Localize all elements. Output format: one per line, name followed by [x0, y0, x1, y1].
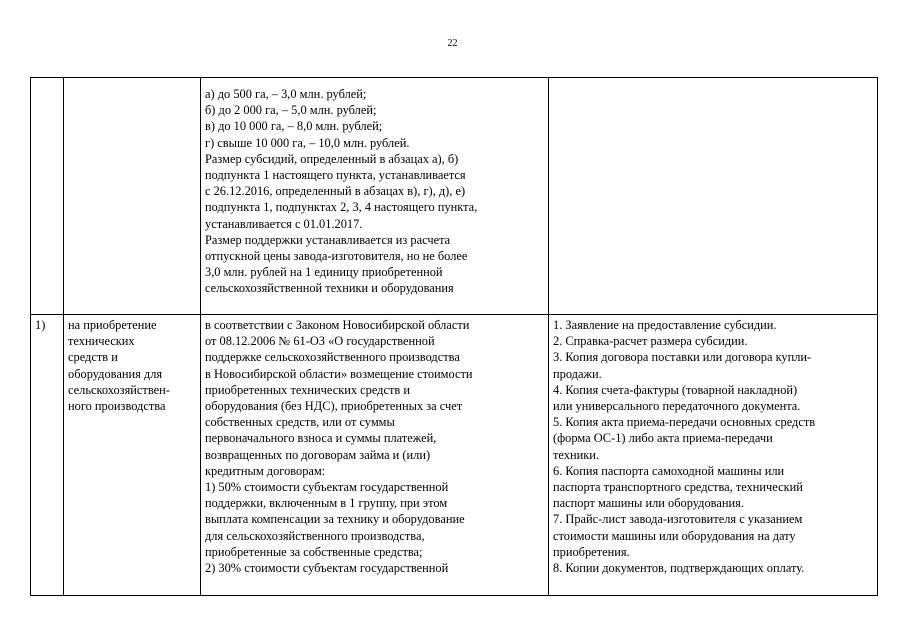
- text-line: продажи.: [553, 366, 602, 381]
- text-line: технических: [68, 334, 135, 349]
- text-line: оборудования для: [68, 366, 163, 381]
- text-line: или универсального передаточного документа.: [553, 399, 801, 414]
- cell-conditions: [201, 315, 549, 596]
- cell-required-documents: [549, 315, 878, 596]
- text-line: 1. Заявление на предоставление субсидии.: [553, 318, 777, 332]
- text-line: Размер субсидий, определенный в абзацах а), б): [205, 151, 459, 166]
- text-line: 3. Копия договора поставки или договора купли-: [553, 350, 812, 365]
- text-line: оборудования (без НДС), приобретенных за счет: [205, 399, 463, 414]
- subsidy-table: [30, 77, 878, 596]
- cell-purpose: [64, 315, 201, 596]
- text-line: сельскохозяйствен-: [68, 382, 170, 397]
- text-line: сельскохозяйственной техники и оборудования: [205, 281, 454, 296]
- text-line: собственных средств, или от суммы: [205, 415, 395, 430]
- text-line: 8. Копии документов, подтверждающих оплату.: [553, 561, 805, 576]
- text-line: паспорт машины или оборудования.: [553, 496, 744, 511]
- text-line: в Новосибирской области» возмещение стоимости: [205, 366, 473, 381]
- text-line: возвращенных по договорам займа и (или): [205, 447, 431, 462]
- cell-subsidy-amounts: [201, 78, 549, 315]
- text-line: приобретенных технических средств и: [205, 382, 410, 397]
- cell-item-number: 1): [31, 315, 64, 596]
- text-line: для сельскохозяйственного производства,: [205, 528, 425, 543]
- text-line: 3,0 млн. рублей на 1 единицу приобретенной: [205, 265, 443, 280]
- text-line: от 08.12.2006 № 61-ОЗ «О государственной: [205, 334, 435, 349]
- text-line: 4. Копия счета-фактуры (товарной накладной): [553, 382, 798, 397]
- text-line: г) свыше 10 000 га, – 10,0 млн. рублей.: [205, 135, 410, 150]
- text-line: в) до 10 000 га, – 8,0 млн. рублей;: [205, 119, 383, 134]
- text-line: первоначального взноса и суммы платежей,: [205, 431, 437, 446]
- text-line: с 26.12.2016, определенный в абзацах в), г), д), е): [205, 184, 466, 199]
- cell-purpose-empty: [64, 78, 201, 315]
- text-line: поддержки, включенным в 1 группу, при этом: [205, 496, 448, 511]
- text-line: ного производства: [68, 399, 166, 414]
- text-line: 2) 30% стоимости субъектам государственной: [205, 561, 449, 576]
- text-line: поддержке сельскохозяйственного производства: [205, 350, 460, 365]
- text-line: устанавливается с 01.01.2017.: [205, 216, 363, 231]
- text-line: 6. Копия паспорта самоходной машины или: [553, 463, 785, 478]
- text-line: выплата компенсации за технику и оборудование: [205, 512, 465, 527]
- text-line: Размер поддержки устанавливается из расчета: [205, 232, 451, 247]
- text-line: стоимости машины или оборудования на дату: [553, 528, 796, 543]
- table-row-continuation: [31, 78, 878, 315]
- text-line: приобретения.: [553, 544, 630, 559]
- page-number: 22: [447, 38, 458, 49]
- text-line: (форма ОС-1) либо акта приема-передачи: [553, 431, 773, 446]
- text-line: подпункта 1, подпунктах 2, 3, 4 настоящего пункта,: [205, 200, 478, 215]
- text-line: в соответствии с Законом Новосибирской области: [205, 318, 470, 332]
- text-line: кредитным договорам:: [205, 463, 326, 478]
- text-line: 1) 50% стоимости субъектам государственной: [205, 480, 449, 495]
- text-line: техники.: [553, 447, 599, 462]
- text-line: приобретенные за собственные средства;: [205, 544, 423, 559]
- text-line: 2. Справка-расчет размера субсидии.: [553, 334, 748, 349]
- text-line: отпускной цены завода-изготовителя, но не более: [205, 249, 468, 264]
- cell-number-empty: [31, 78, 64, 315]
- text-line: 7. Прайс-лист завода-изготовителя с указанием: [553, 512, 803, 527]
- text-line: подпункта 1 настоящего пункта, устанавливается: [205, 168, 466, 183]
- text-line: на приобретение: [68, 318, 157, 332]
- text-line: 5. Копия акта приема-передачи основных средств: [553, 415, 816, 430]
- text-line: паспорта транспортного средства, технический: [553, 480, 803, 495]
- text-line: средств и: [68, 350, 118, 365]
- text-line: б) до 2 000 га, – 5,0 млн. рублей;: [205, 103, 377, 118]
- table-row-item-1: [31, 315, 878, 596]
- text-line: а) до 500 га, – 3,0 млн. рублей;: [205, 87, 367, 101]
- cell-documents-empty: [549, 78, 878, 315]
